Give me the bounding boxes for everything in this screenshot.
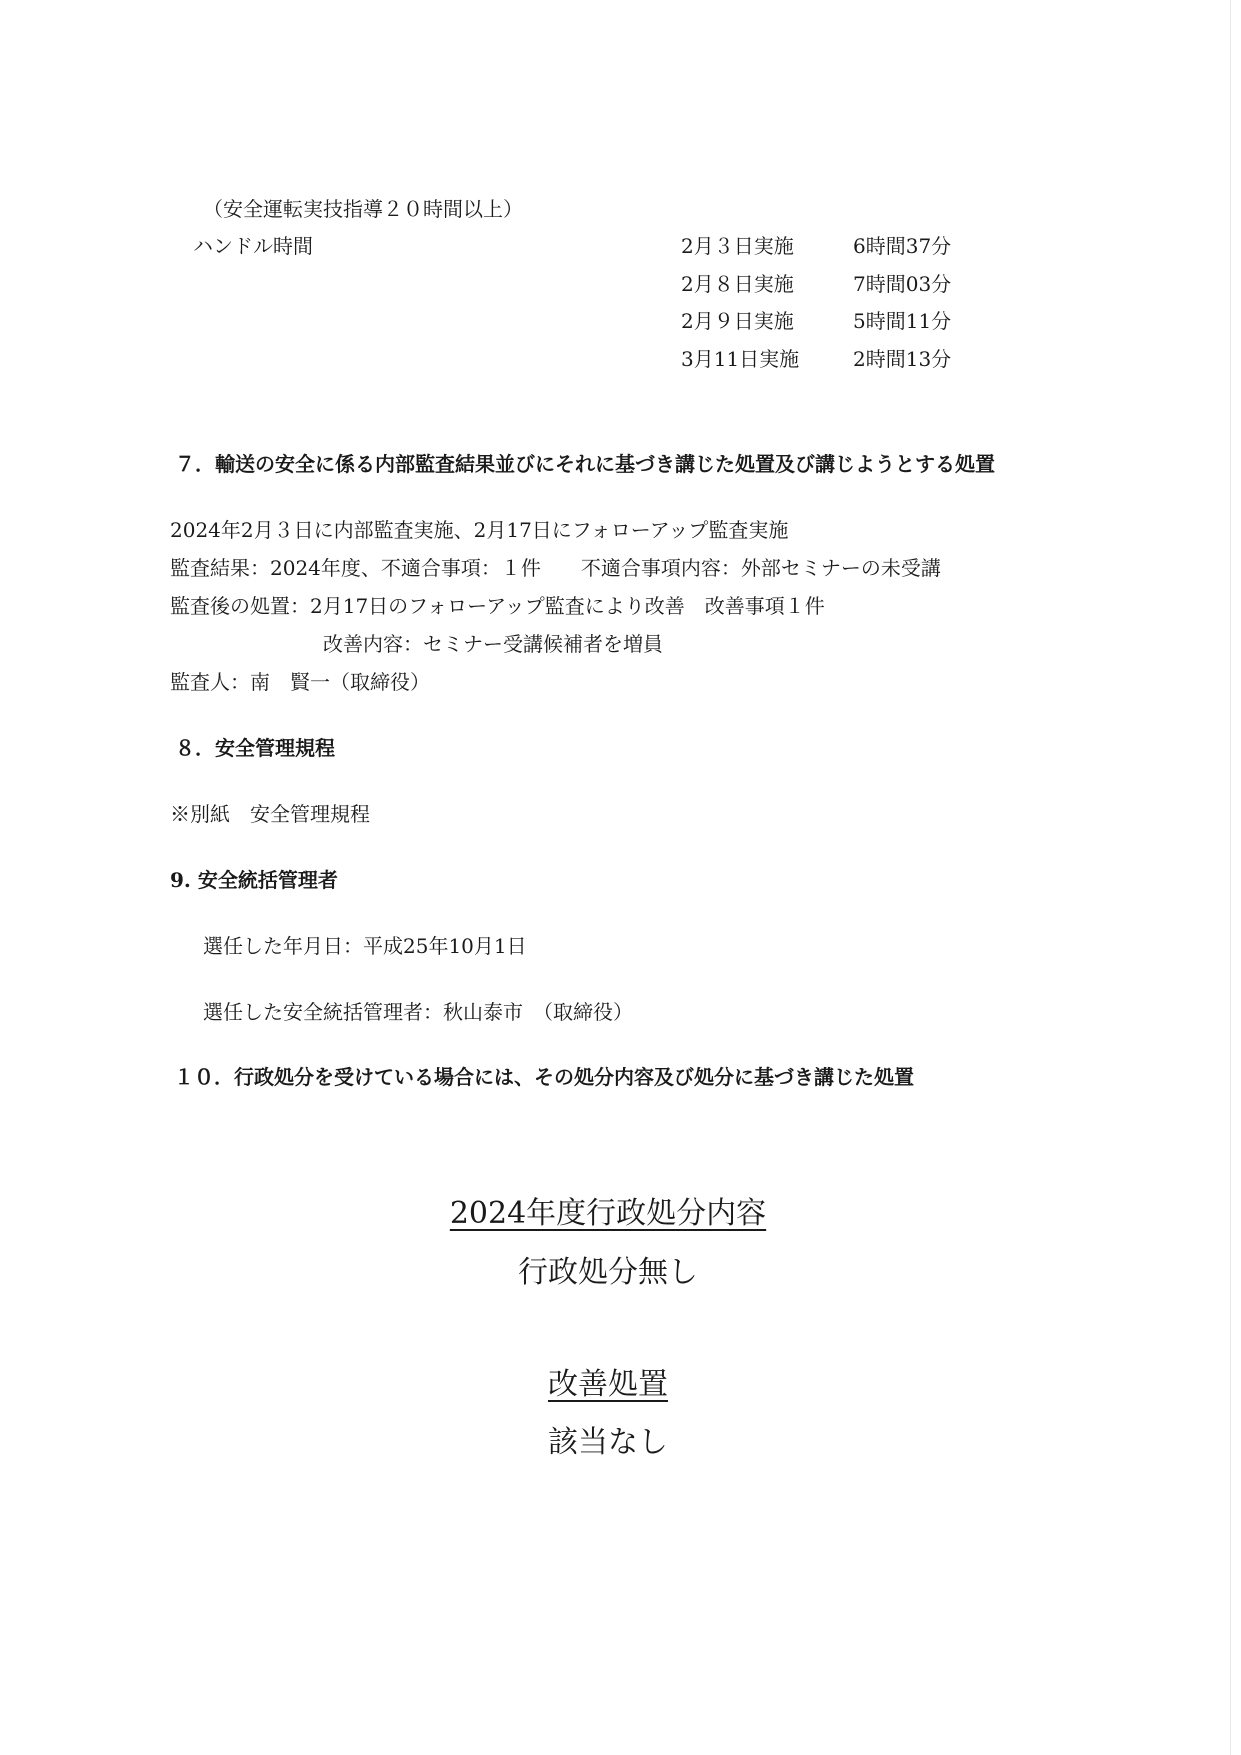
section9-heading: 9. 安全統括管理者: [170, 868, 338, 892]
record-date-2: 2月８日実施: [681, 272, 794, 296]
record-duration-4: 2時間13分: [853, 347, 952, 371]
section7-line5: 監査人：南 賢一（取締役）: [170, 670, 430, 694]
improvement-title: 改善処置: [548, 1367, 668, 1402]
disposition-value: 行政処分無し: [518, 1255, 698, 1290]
section9-appointed-manager: 選任した安全統括管理者：秋山泰市 （取締役）: [203, 1000, 633, 1024]
section6-label: ハンドル時間: [193, 234, 313, 258]
section6-subheading: （安全運転実技指導２０時間以上）: [203, 197, 523, 221]
record-date-4: 3月11日実施: [681, 347, 800, 371]
section10-heading: １０．行政処分を受けている場合には、その処分内容及び処分に基づき講じた処置: [174, 1065, 914, 1089]
section9-appointed-date: 選任した年月日：平成25年10月1日: [203, 934, 527, 958]
section8-body: ※別紙 安全管理規程: [170, 802, 370, 826]
section7-line4: 改善内容：セミナー受講候補者を増員: [323, 632, 663, 656]
improvement-value: 該当なし: [548, 1425, 668, 1460]
record-duration-2: 7時間03分: [853, 272, 952, 296]
record-duration-3: 5時間11分: [853, 309, 952, 333]
section7-heading: ７．輸送の安全に係る内部監査結果並びにそれに基づき講じた処置及び講じようとする処置: [175, 452, 995, 476]
record-date-1: 2月３日実施: [681, 234, 794, 258]
record-date-3: 2月９日実施: [681, 309, 794, 333]
disposition-title: 2024年度行政処分内容: [449, 1196, 767, 1231]
record-duration-1: 6時間37分: [853, 234, 952, 258]
scan-edge-line: [1230, 0, 1231, 1755]
section7-line2: 監査結果：2024年度、不適合事項：１件 不適合事項内容：外部セミナーの未受講: [170, 556, 941, 580]
section7-line1: 2024年2月３日に内部監査実施、2月17日にフォローアップ監査実施: [170, 518, 789, 542]
section7-line3: 監査後の処置：2月17日のフォローアップ監査により改善 改善事項１件: [170, 594, 825, 618]
section8-heading: ８．安全管理規程: [175, 736, 335, 760]
